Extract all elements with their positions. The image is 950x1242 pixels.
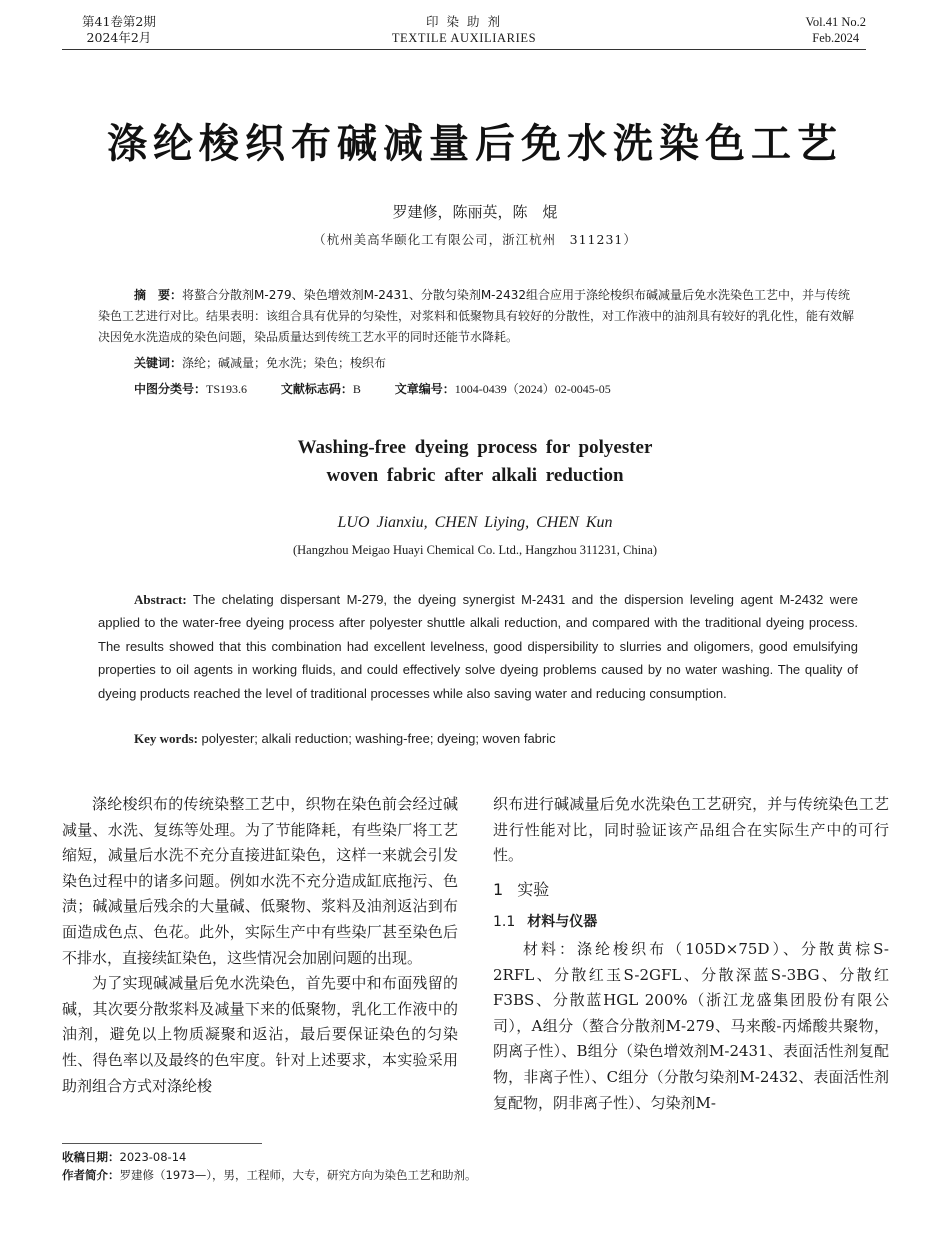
keywords-cn-label: 关键词： [134, 356, 183, 370]
keywords-cn [134, 354, 386, 371]
section-title: 实验 [517, 879, 550, 899]
paragraph: 织布进行碱减量后免水洗染色工艺研究，并与传统染色工艺进行性能对比，同时验证该产品组合在实际生产中的可行性。 [493, 795, 889, 865]
title-en [0, 434, 950, 490]
author-bio-value: 罗建修（1973—），男，工程师，大专，研究方向为染色工艺和助剂。 [119, 1168, 477, 1182]
paragraph: 材料：涤纶梭织布（105D×75D）、分散黄棕S-2RFL、分散红玉S-2GFL、分散深蓝S-3BG、分散红F3BS、分散蓝HGL 200%（浙江龙盛集团股份有限公司），A组分（螯合分散剂M-279、马来酸-丙烯酸共聚物，阴离子性）、B组分（染色增效剂M-2431、表面活性剂复配物，非离子性）、C组分（分散匀染剂M-2432、表面活性剂复配物，阴非离子性）、匀染剂M- [493, 939, 889, 1112]
subsection-title: 材料与仪器 [527, 914, 598, 931]
header-vol-no-en: Vol.41 No.2 [805, 15, 866, 29]
affiliation: （杭州美高华颐化工有限公司，浙江杭州 311231） [313, 232, 637, 247]
paragraph: 为了实现碱减量后免水洗染色，首先要中和布面残留的碱，其次要分散浆料及减量下来的低聚物，乳化工作液中的油剂，避免以上物质凝聚和返沾，最后要保证染色的匀染性、得色率以及最终的色牢度。针对上述要求，本实验采用助剂组合方式对涤纶梭 [62, 974, 458, 1095]
abstract-en-text: The chelating dispersant M-279, the dyeing synergist M-2431 and the dispersion leveling agent M-2432 were applied to the water-free dyeing process after polyester shuttle alkali reduction, and compared with the traditional dyeing process. The results showed that this combination had excellent levelness, good dispersibility to slurries and oligomers, good emulsifying properties to oil agents in working fluids, and could effectively solve dyeing problems caused by no water washing. The quality of dyeing products reached the level of traditional processes while also saving water and reducing consumption. [98, 592, 858, 701]
author-bio-label: 作者简介： [62, 1168, 120, 1182]
running-header [62, 14, 866, 50]
header-date-cn: 2024年2月 [86, 30, 152, 45]
footnote-received [62, 1149, 186, 1165]
section-number: 1 [493, 879, 504, 899]
clc-value: TS193.6 [206, 382, 248, 396]
body-column-left [62, 792, 458, 1099]
classification-line [134, 380, 641, 397]
affiliation-en: (Hangzhou Meigao Huayi Chemical Co. Ltd., Hangzhou 311231, China) [292, 543, 658, 557]
keywords-cn-text: 涤纶；碱减量；免水洗；染色；梭织布 [182, 356, 387, 370]
paper-title: 涤纶梭织布碱减量后免水洗染色工艺 [107, 121, 843, 167]
body-column-right [493, 792, 889, 1116]
keywords-en [134, 731, 556, 747]
subsection-heading [493, 910, 889, 936]
doc-code-value: B [352, 382, 361, 396]
received-value: 2023-08-14 [119, 1150, 187, 1164]
authors: 罗建修，陈丽英，陈 焜 [392, 203, 558, 221]
authors-en: LUO Jianxiu, CHEN Liying, CHEN Kun [337, 514, 613, 531]
header-volume-en [805, 14, 866, 46]
paragraph: 涤纶梭织布的传统染整工艺中，织物在染色前会经过碱减量、水洗、复练等处理。为了节能降耗，有些染厂将工艺缩短，减量后水洗不充分直接进缸染色，这样一来就会引发染色过程中的诸多问题。例如水洗不充分造成缸底拖污、色渍；碱减量后残余的大量碱、低聚物、浆料及油剂返沾到布面造成色点、色花。此外，实际生产中有些染厂甚至染色后不排水，直接续缸染色，这些情况会加剧问题的出现。 [62, 795, 458, 967]
keywords-en-label: Key words: [134, 731, 198, 746]
abstract-cn-label: 摘 要： [134, 288, 183, 302]
header-volume-issue: 第41卷第2期 [82, 14, 156, 29]
header-journal [62, 14, 866, 46]
abstract-cn-text: 将螯合分散剂M-279、染色增效剂M-2431、分散匀染剂M-2432组合应用于涤纶梭织布碱减量后免水洗染色工艺中，并与传统染色工艺进行对比。结果表明：该组合具有优异的匀染性，对浆料和低聚物具有较好的分散性，对工作液中的油剂具有较好的乳化性，能有效解决因免水洗造成的染色问题，染品质量达到传统工艺水平的同时还能节水降耗。 [98, 288, 855, 344]
article-no-label: 文章编号： [394, 382, 455, 396]
abstract-en [98, 588, 858, 705]
footnote-author [62, 1167, 477, 1183]
journal-name-en: TEXTILE AUXILIARIES [391, 31, 537, 45]
subsection-number: 1.1 [493, 914, 516, 931]
doc-code-label: 文献标志码： [280, 382, 353, 396]
article-no-value: 1004-0439（2024）02-0045-05 [454, 382, 611, 396]
header-date-en: Feb.2024 [812, 31, 860, 45]
footnote-divider [62, 1143, 262, 1144]
section-heading [493, 877, 889, 903]
journal-name-cn: 印 染 助 剂 [426, 14, 502, 29]
clc-label: 中图分类号： [134, 382, 207, 396]
title-en-line1: Washing-free dyeing process for polyester [297, 437, 653, 458]
abstract-cn [98, 285, 858, 348]
abstract-en-label: Abstract: [134, 592, 187, 607]
received-label: 收稿日期： [62, 1150, 120, 1164]
title-en-line2: woven fabric after alkali reduction [326, 465, 624, 486]
keywords-en-text: polyester; alkali reduction; washing-free; dyeing; woven fabric [201, 731, 556, 746]
